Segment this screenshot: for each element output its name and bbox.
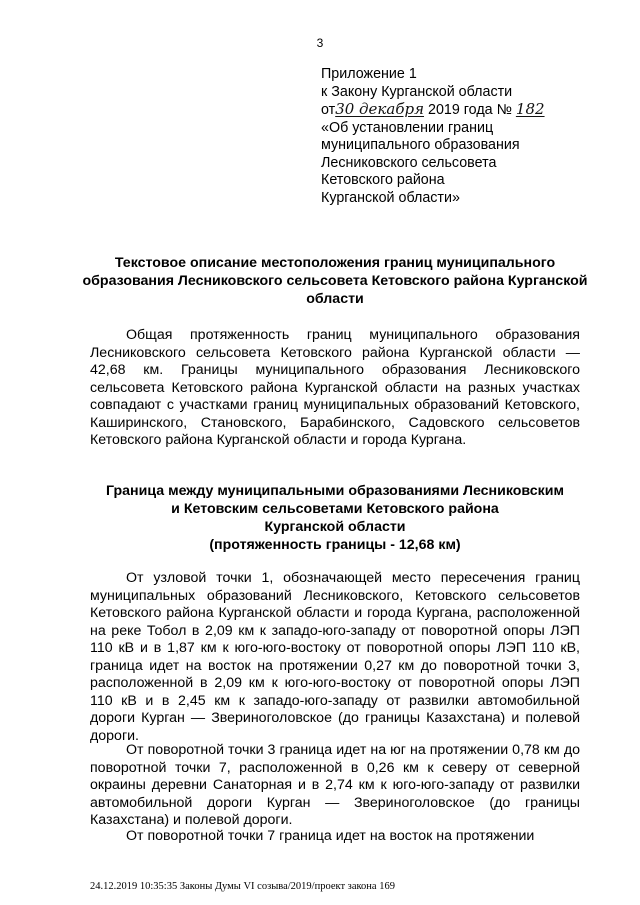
document-footer: 24.12.2019 10:35:35 Законы Думы VI созыва/2019/проект закона 169	[90, 881, 395, 892]
appendix-date-line	[321, 101, 621, 120]
paragraph-point-1	[90, 570, 580, 745]
appendix-line-2: к Закону Курганской области	[321, 83, 513, 100]
appendix-header	[321, 66, 621, 207]
paragraph-point-7	[90, 828, 580, 846]
appendix-line-7: Кетовского района	[321, 172, 445, 188]
appendix-line-6: Лесниковского сельсовета	[321, 154, 497, 171]
paragraph-text: Общая протяженность границ муниципального образования Лесниковского сельсовета Кетовского района Курганской области — 42,68 км. Границы муниципального образования Лесниковского сельсовета Кетовского района Курганской области на разных участках совпадают с участками границ муниципальных образований Кетовского, Каширинского, Становского, Барабинского, Садовского сельсоветов Кетовского района Курганской области и города Кургана.	[90, 327, 580, 448]
boundary-title-line-3: Курганской области	[264, 519, 406, 535]
boundary-title-line-4: (протяженность границы - 12,68 км)	[209, 537, 461, 553]
paragraph-text: От узловой точки 1, обозначающей место пересечения границ муниципальных образований Лесниковского, Кетовского сельсоветов Кетовского района Курганской области и города Кургана, расположенной на реке Тобол в 2,09 км к западо-юго-западу от поворотной опоры ЛЭП 110 кВ и в 1,87 км к юго-юго-востоку от поворотной опоры ЛЭП 110 кВ, граница идет на восток на протяжении 0,27 км до поворотной точки 3, расположенной в 2,09 км к юго-юго-востоку от поворотной опоры ЛЭП 110 кВ и в 2,45 км к западо-юго-западу от развилки автомобильной дороги Курган — Звериноголовское (до границы Казахстана) и полевой дороги.	[90, 570, 580, 744]
handwritten-law-number: 182	[515, 100, 545, 118]
paragraph-text: От поворотной точки 3 граница идет на юг на протяжении 0,78 км до поворотной точки 7, расположенной в 0,26 км к северу от северной окраины деревни Санаторная и в 2,74 км к юго-юго-западу от развилки автомобильной дороги Курган — Звериноголовское (до границы Казахстана) и полевой дороги.	[90, 742, 580, 828]
handwritten-date: 30 декабря	[335, 100, 425, 118]
appendix-line-5: муниципального образования	[321, 137, 520, 153]
date-suffix: 2019 года №	[428, 102, 512, 118]
paragraph-point-3	[90, 742, 580, 830]
section-title-description: Текстовое описание местоположения границ муниципального образования Лесниковского сельсовета Кетовского района Курганской области	[82, 255, 588, 307]
page-number: 3	[316, 36, 324, 50]
appendix-line-1: Приложение 1	[321, 66, 417, 82]
paragraph-text: От поворотной точки 7 граница идет на восток на протяжении	[126, 828, 535, 844]
date-prefix: от	[321, 102, 336, 118]
boundary-title-line-1: Граница между муниципальными образованиями Лесниковским	[106, 483, 564, 499]
appendix-line-4: «Об установлении границ	[321, 119, 494, 136]
boundary-title-line-2: и Кетовским сельсоветами Кетовского района	[171, 501, 499, 517]
paragraph-total-length	[90, 327, 580, 450]
appendix-line-8: Курганской области»	[321, 189, 460, 206]
section-title-boundary	[70, 482, 600, 554]
